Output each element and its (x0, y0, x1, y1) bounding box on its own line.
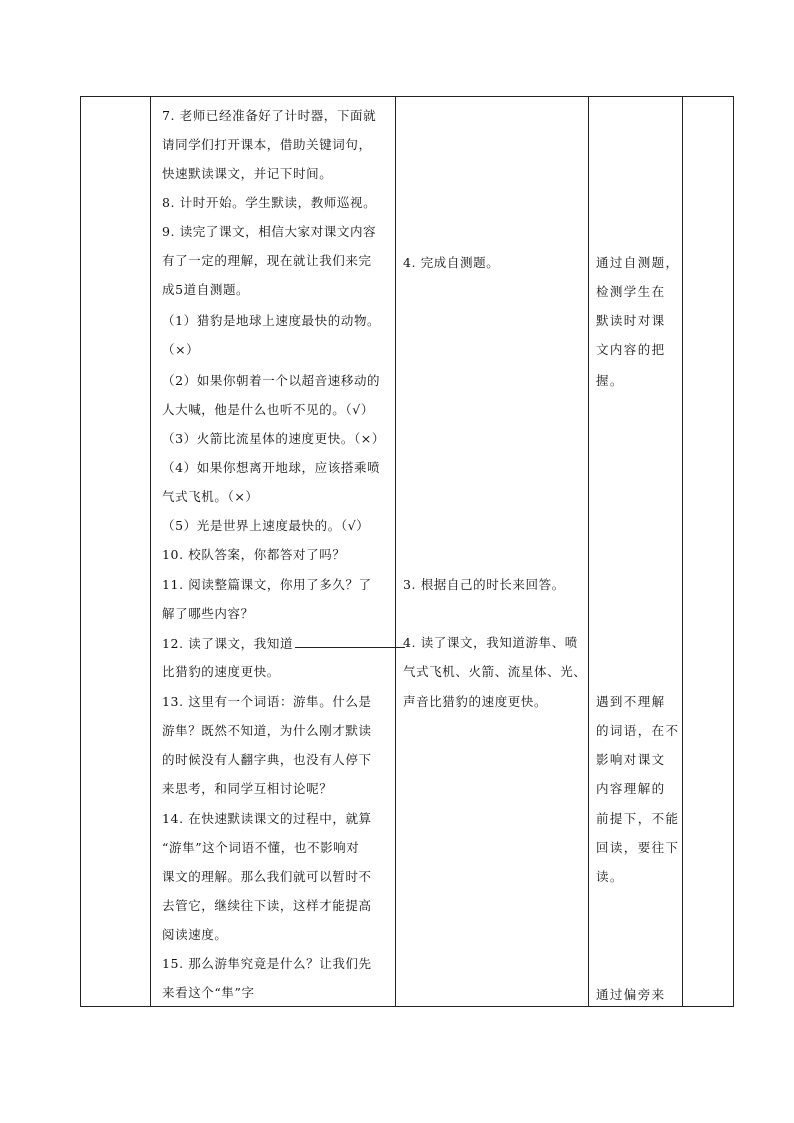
text-line: 的时候没有人翻字典，也没有人停下 (162, 752, 372, 767)
text-line: 去管它，继续往下读，这样才能提高 (162, 898, 372, 913)
text-line: 来思考，和同学互相讨论呢？ (162, 781, 333, 796)
text-line: 气式飞机。（×） (162, 489, 259, 504)
table-row (81, 97, 734, 1007)
text-line: 4. 读了课文，我知道游隼、喷 (403, 635, 578, 650)
text-line: 3. 根据自己的时长来回答。 (403, 577, 565, 592)
text-line: 声音比猎豹的速度更快。 (403, 694, 548, 709)
section-label-cell (81, 97, 151, 1007)
text-line: 的词语，在不 (596, 723, 680, 738)
text-line: 气式飞机、火箭、流星体、光、 (403, 664, 587, 679)
text-line: 15. 那么游隼究竟是什么？让我们先 (162, 956, 372, 971)
notes-cell (683, 97, 734, 1007)
text-line: 影响对课文 (596, 752, 666, 767)
text-line: （5）光是世界上速度最快的。（√） (162, 518, 370, 533)
text-line: 游隼？既然不知道，为什么刚才默读 (162, 723, 372, 738)
text-line: 8. 计时开始。学生默读，教师巡视。 (162, 195, 377, 210)
text-line: 快速默读课文，并记下时间。 (162, 166, 333, 181)
text-line: 比猎豹的速度更快。 (162, 664, 280, 679)
text-line: 9. 读完了课文，相信大家对课文内容 (162, 224, 377, 239)
text-line: 4. 完成自测题。 (403, 255, 500, 270)
text-line: 默读时对课 (596, 313, 666, 328)
text-line-with-blank (162, 635, 405, 652)
text-line: 请同学们打开课本，借助关键词句， (162, 137, 372, 152)
text-line: 7. 老师已经准备好了计时器，下面就 (162, 108, 377, 123)
text-line: 来看这个“隼”字 (162, 985, 255, 1000)
text-line: 检测学生在 (596, 284, 666, 299)
design-intent-cell (589, 97, 683, 1007)
text-line: 课文的理解。那么我们就可以暂时不 (162, 869, 372, 884)
text-line: 10. 校队答案，你都答对了吗？ (162, 547, 346, 562)
text-line: 通过偏旁来 (596, 987, 666, 1002)
text-line: 成5道自测题。 (162, 282, 250, 297)
text-line: （1）猎豹是地球上速度最快的动物。 (162, 313, 381, 328)
teacher-activity-cell (151, 97, 396, 1007)
text-fragment: 12. 读了课文，我知道 (162, 636, 294, 651)
text-line: “游隼”这个词语不懂，也不影响对 (162, 840, 360, 855)
text-line: 人大喊，他是什么也听不见的。（√） (162, 402, 374, 417)
text-line: 阅读速度。 (162, 927, 228, 942)
text-line: 回读，要往下 (596, 840, 680, 855)
text-line: 14. 在快速默读课文的过程中，就算 (162, 811, 372, 826)
text-line: 前提下，不能 (596, 811, 680, 826)
text-line: （4）如果你想离开地球，应该搭乘喷 (162, 460, 381, 475)
text-line: （2）如果你朝着一个以超音速移动的 (162, 373, 381, 388)
text-line: 文内容的把 (596, 342, 666, 357)
text-line: 有了一定的理解，现在就让我们来完 (162, 253, 372, 268)
fill-in-blank (295, 635, 405, 648)
text-line: 解了哪些内容？ (162, 606, 254, 621)
text-line: 13. 这里有一个词语：游隼。什么是 (162, 694, 372, 709)
text-line: 11. 阅读整篇课文，你用了多久？了 (162, 577, 372, 592)
lesson-plan-table (80, 96, 734, 1007)
text-line: 读。 (596, 869, 624, 884)
text-line: （3）火箭比流星体的速度更快。（×） (162, 431, 385, 446)
text-line: 遇到不理解 (596, 694, 666, 709)
text-line: （×） (162, 342, 200, 357)
text-line: 通过自测题， (596, 255, 680, 270)
text-line: 内容理解的 (596, 781, 666, 796)
student-activity-cell (396, 97, 589, 1007)
text-line: 握。 (596, 373, 624, 388)
